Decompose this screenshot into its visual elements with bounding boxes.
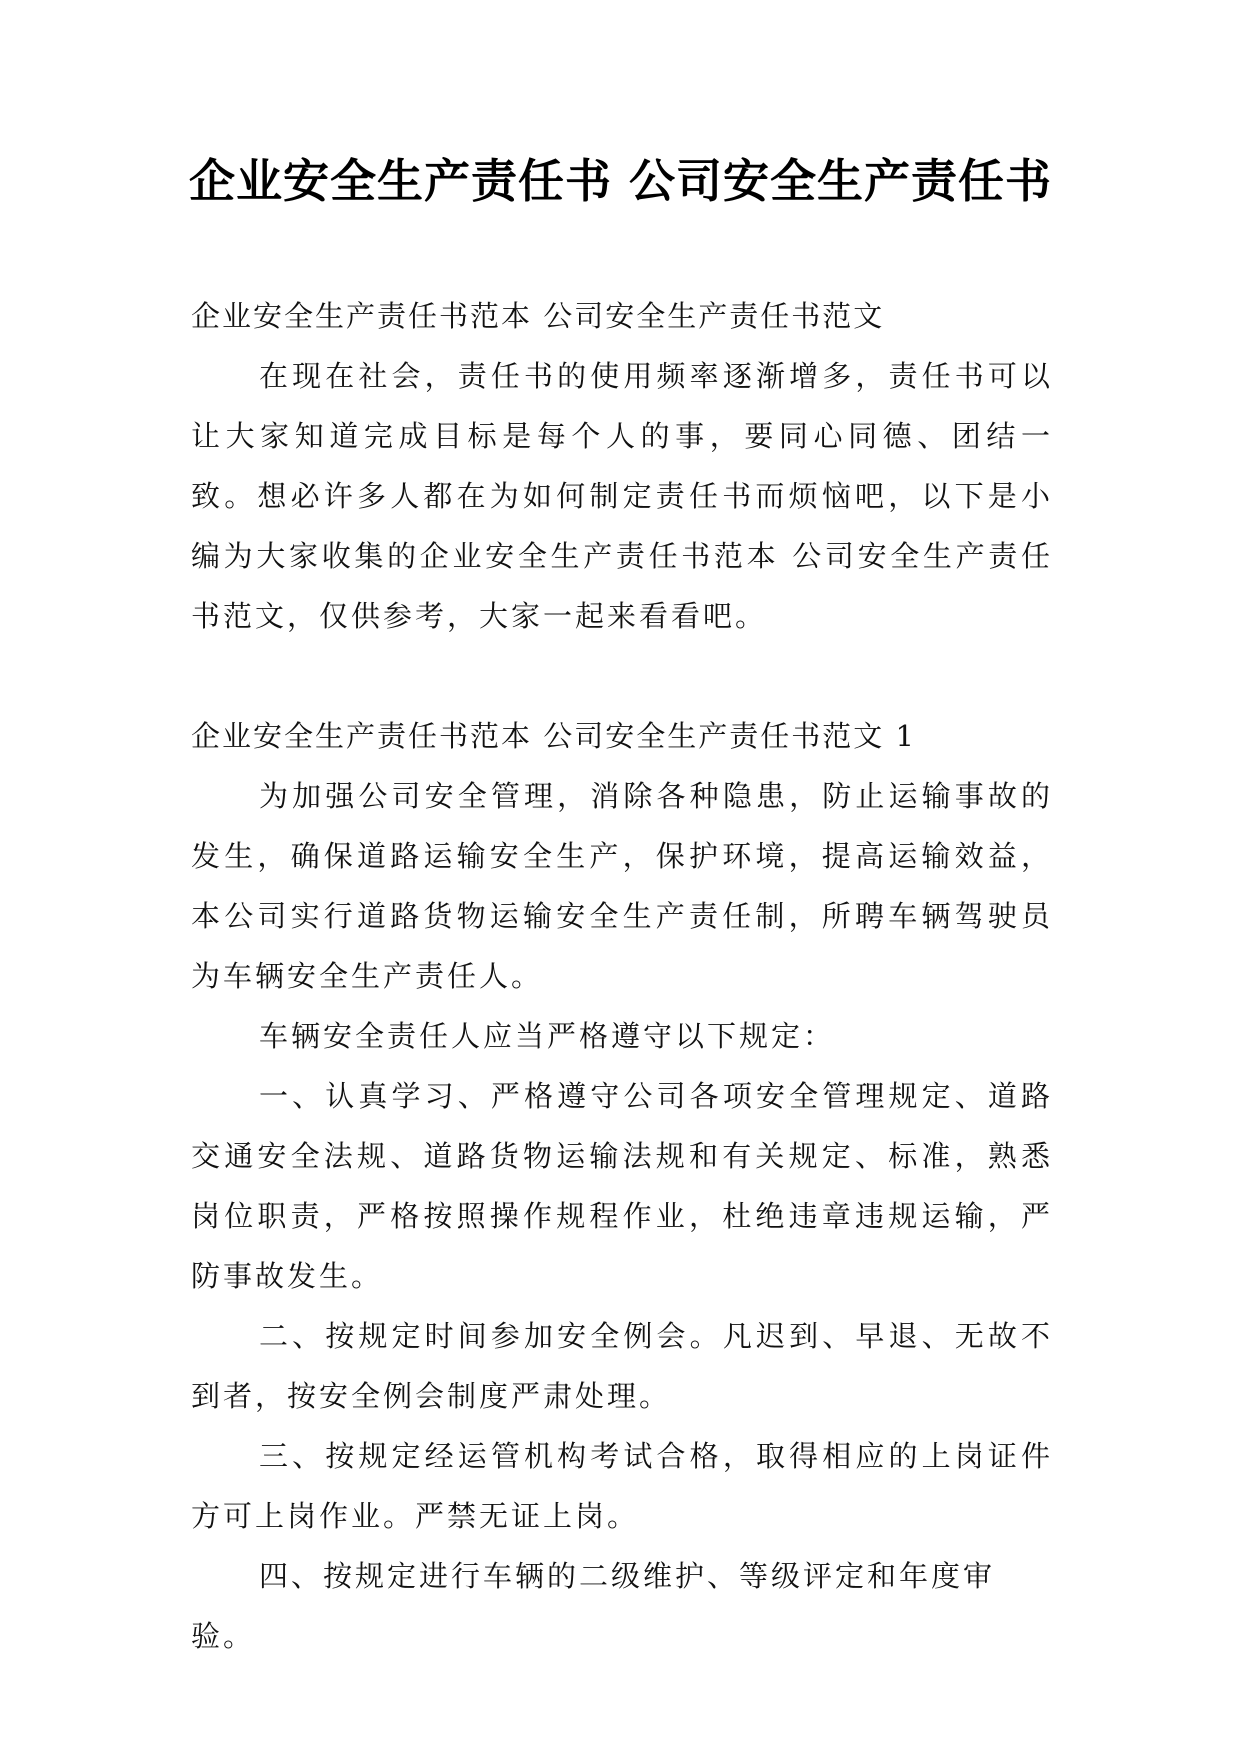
document-body	[191, 286, 1053, 1666]
section-1-paragraph: 为加强公司安全管理，消除各种隐患，防止运输事故的发生，确保道路运输安全生产，保护环境，提高运输效益，本公司实行道路货物运输安全生产责任制，所聘车辆驾驶员为车辆安全生产责任人。	[191, 779, 1053, 993]
section-1-paragraph: 四、按规定进行车辆的二级维护、等级评定和年度审验。	[191, 1559, 996, 1653]
intro-paragraph: 在现在社会，责任书的使用频率逐渐增多，责任书可以让大家知道完成目标是每个人的事，要同心同德、团结一致。想必许多人都在为如何制定责任书而烦恼吧，以下是小编为大家收集的企业安全生产责任书范本 公司安全生产责任书范文，仅供参考，大家一起来看看吧。	[191, 359, 1053, 633]
intro-heading: 企业安全生产责任书范本 公司安全生产责任书范文	[191, 299, 885, 333]
section-1-paragraph: 车辆安全责任人应当严格遵守以下规定：	[259, 1019, 836, 1053]
section-1-heading: 企业安全生产责任书范本 公司安全生产责任书范文 1	[191, 719, 916, 753]
section-1-paragraph: 三、按规定经运管机构考试合格，取得相应的上岗证件方可上岗作业。严禁无证上岗。	[191, 1439, 1053, 1533]
section-spacer	[191, 646, 1053, 706]
document-title: 企业安全生产责任书 公司安全生产责任书	[188, 154, 1052, 208]
section-1-paragraph: 一、认真学习、严格遵守公司各项安全管理规定、道路交通安全法规、道路货物运输法规和有关规定、标准，熟悉岗位职责，严格按照操作规程作业，杜绝违章违规运输，严防事故发生。	[191, 1079, 1053, 1293]
section-1-paragraph: 二、按规定时间参加安全例会。凡迟到、早退、无故不到者，按安全例会制度严肃处理。	[191, 1319, 1053, 1413]
